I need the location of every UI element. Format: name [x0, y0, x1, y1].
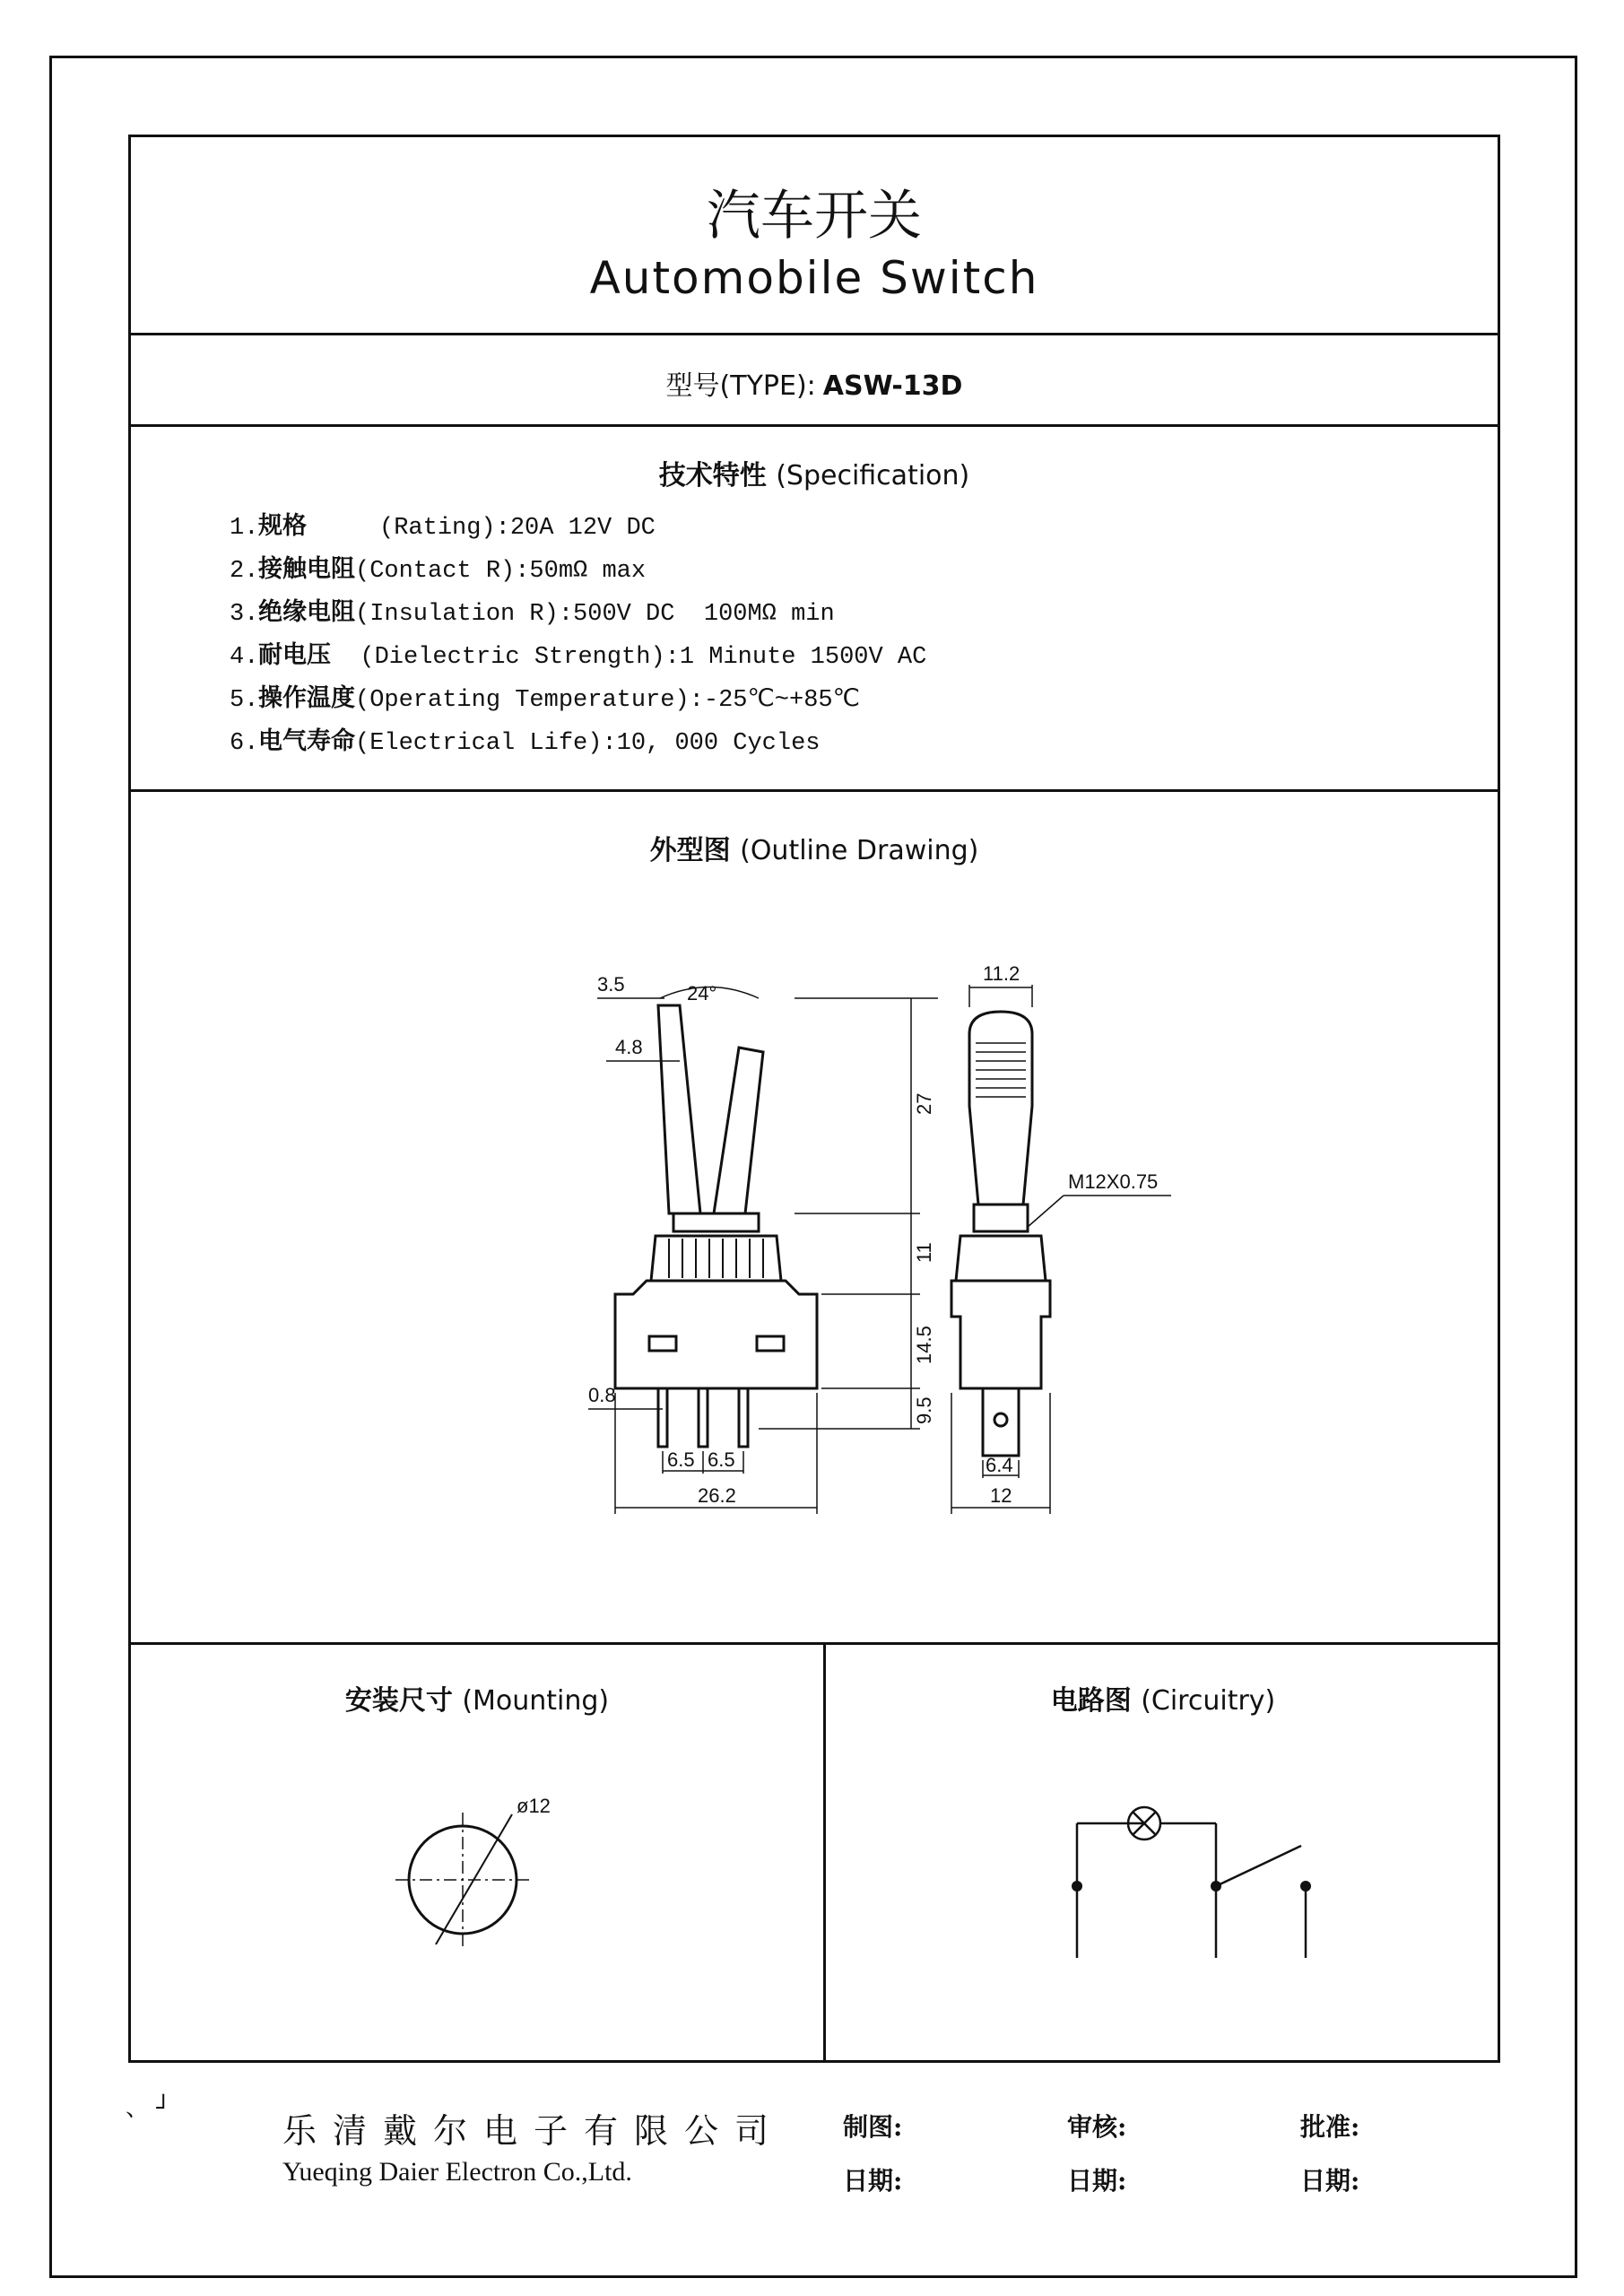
- drawing-sheet: [128, 135, 1500, 2063]
- approved-label: 批准:: [1300, 2112, 1360, 2142]
- dim-thread: M12X0.75: [1068, 1170, 1159, 1193]
- spec-cn: 电气寿命: [258, 727, 355, 755]
- dim-body-w: 26.2: [698, 1484, 736, 1507]
- company-name-cn: 乐清戴尔电子有限公司: [282, 2111, 786, 2151]
- spec-cn: 操作温度: [258, 684, 355, 712]
- spec-num: 5.: [230, 687, 259, 714]
- dim-angle: 24°: [687, 982, 717, 1004]
- dim-side-pin: 6.4: [986, 1454, 1013, 1476]
- mounting-heading-cn: 安装尺寸: [344, 1685, 453, 1717]
- dim-lever: 4.8: [615, 1036, 643, 1058]
- spec-cn: 规格: [258, 512, 307, 540]
- drawn-label: 制图:: [843, 2112, 903, 2142]
- circuit-diagram: [1077, 1807, 1306, 1958]
- spec-num: 6.: [230, 730, 259, 757]
- circuitry-heading-cn: 电路图: [1050, 1685, 1132, 1717]
- dim-h-nut: 11: [913, 1242, 935, 1263]
- outline-heading-en: (Outline Drawing): [740, 835, 979, 866]
- company-name-en: Yueqing Daier Electron Co.,Ltd.: [282, 2157, 632, 2187]
- type-value: ASW-13D: [822, 370, 963, 402]
- spec-num: 4.: [230, 644, 259, 671]
- dim-hole: ø12: [517, 1795, 551, 1817]
- date-label-1: 日期:: [843, 2166, 903, 2196]
- spec-heading-en: (Specification): [776, 460, 970, 491]
- spec-cn: 接触电阻: [258, 555, 355, 583]
- spec-cn: 绝缘电阻: [258, 598, 355, 626]
- type-label: 型号(TYPE):: [665, 370, 816, 402]
- dim-side-w: 12: [990, 1484, 1012, 1507]
- spec-num: 2.: [230, 558, 259, 585]
- spec-cn: 耐电压: [258, 641, 331, 669]
- title-english: Automobile Switch: [589, 252, 1039, 304]
- spec-heading-cn: 技术特性: [658, 460, 767, 491]
- dim-pin-w: 0.8: [588, 1384, 616, 1406]
- date-label-3: 日期:: [1300, 2166, 1360, 2196]
- dim-pitch-b: 6.5: [708, 1448, 735, 1471]
- dim-side-top: 11.2: [983, 962, 1020, 985]
- spec-en: (Electrical Life):10, 000 Cycles: [355, 730, 821, 757]
- title-chinese: 汽车开关: [707, 185, 922, 248]
- circuitry-heading-en: (Circuitry): [1141, 1685, 1276, 1717]
- dim-tip: 3.5: [597, 973, 625, 996]
- footer: [0, 2090, 1624, 2269]
- spec-en: (Operating Temperature):-25℃~+85℃: [355, 687, 860, 714]
- mounting-drawing: [131, 137, 1503, 2066]
- mounting-heading-en: (Mounting): [462, 1685, 610, 1717]
- spec-en: (Dielectric Strength):1 Minute 1500V AC: [331, 644, 927, 671]
- spec-num: 1.: [230, 515, 259, 542]
- outline-heading-cn: 外型图: [649, 835, 731, 866]
- spec-en: (Rating):20A 12V DC: [307, 515, 656, 542]
- date-label-2: 日期:: [1067, 2166, 1127, 2196]
- spec-num: 3.: [230, 601, 259, 628]
- corner-ticks: 、 ┘: [126, 2095, 170, 2122]
- dim-h-body: 14.5: [913, 1326, 935, 1364]
- dim-pitch-a: 6.5: [667, 1448, 695, 1471]
- dim-h-lever: 27: [913, 1092, 935, 1115]
- spec-en: (Insulation R):500V DC 100MΩ min: [355, 601, 835, 628]
- checked-label: 审核:: [1067, 2112, 1127, 2142]
- spec-en: (Contact R):50mΩ max: [355, 558, 647, 585]
- switch-contact: [1216, 1846, 1301, 1886]
- dim-h-pin: 9.5: [913, 1396, 935, 1424]
